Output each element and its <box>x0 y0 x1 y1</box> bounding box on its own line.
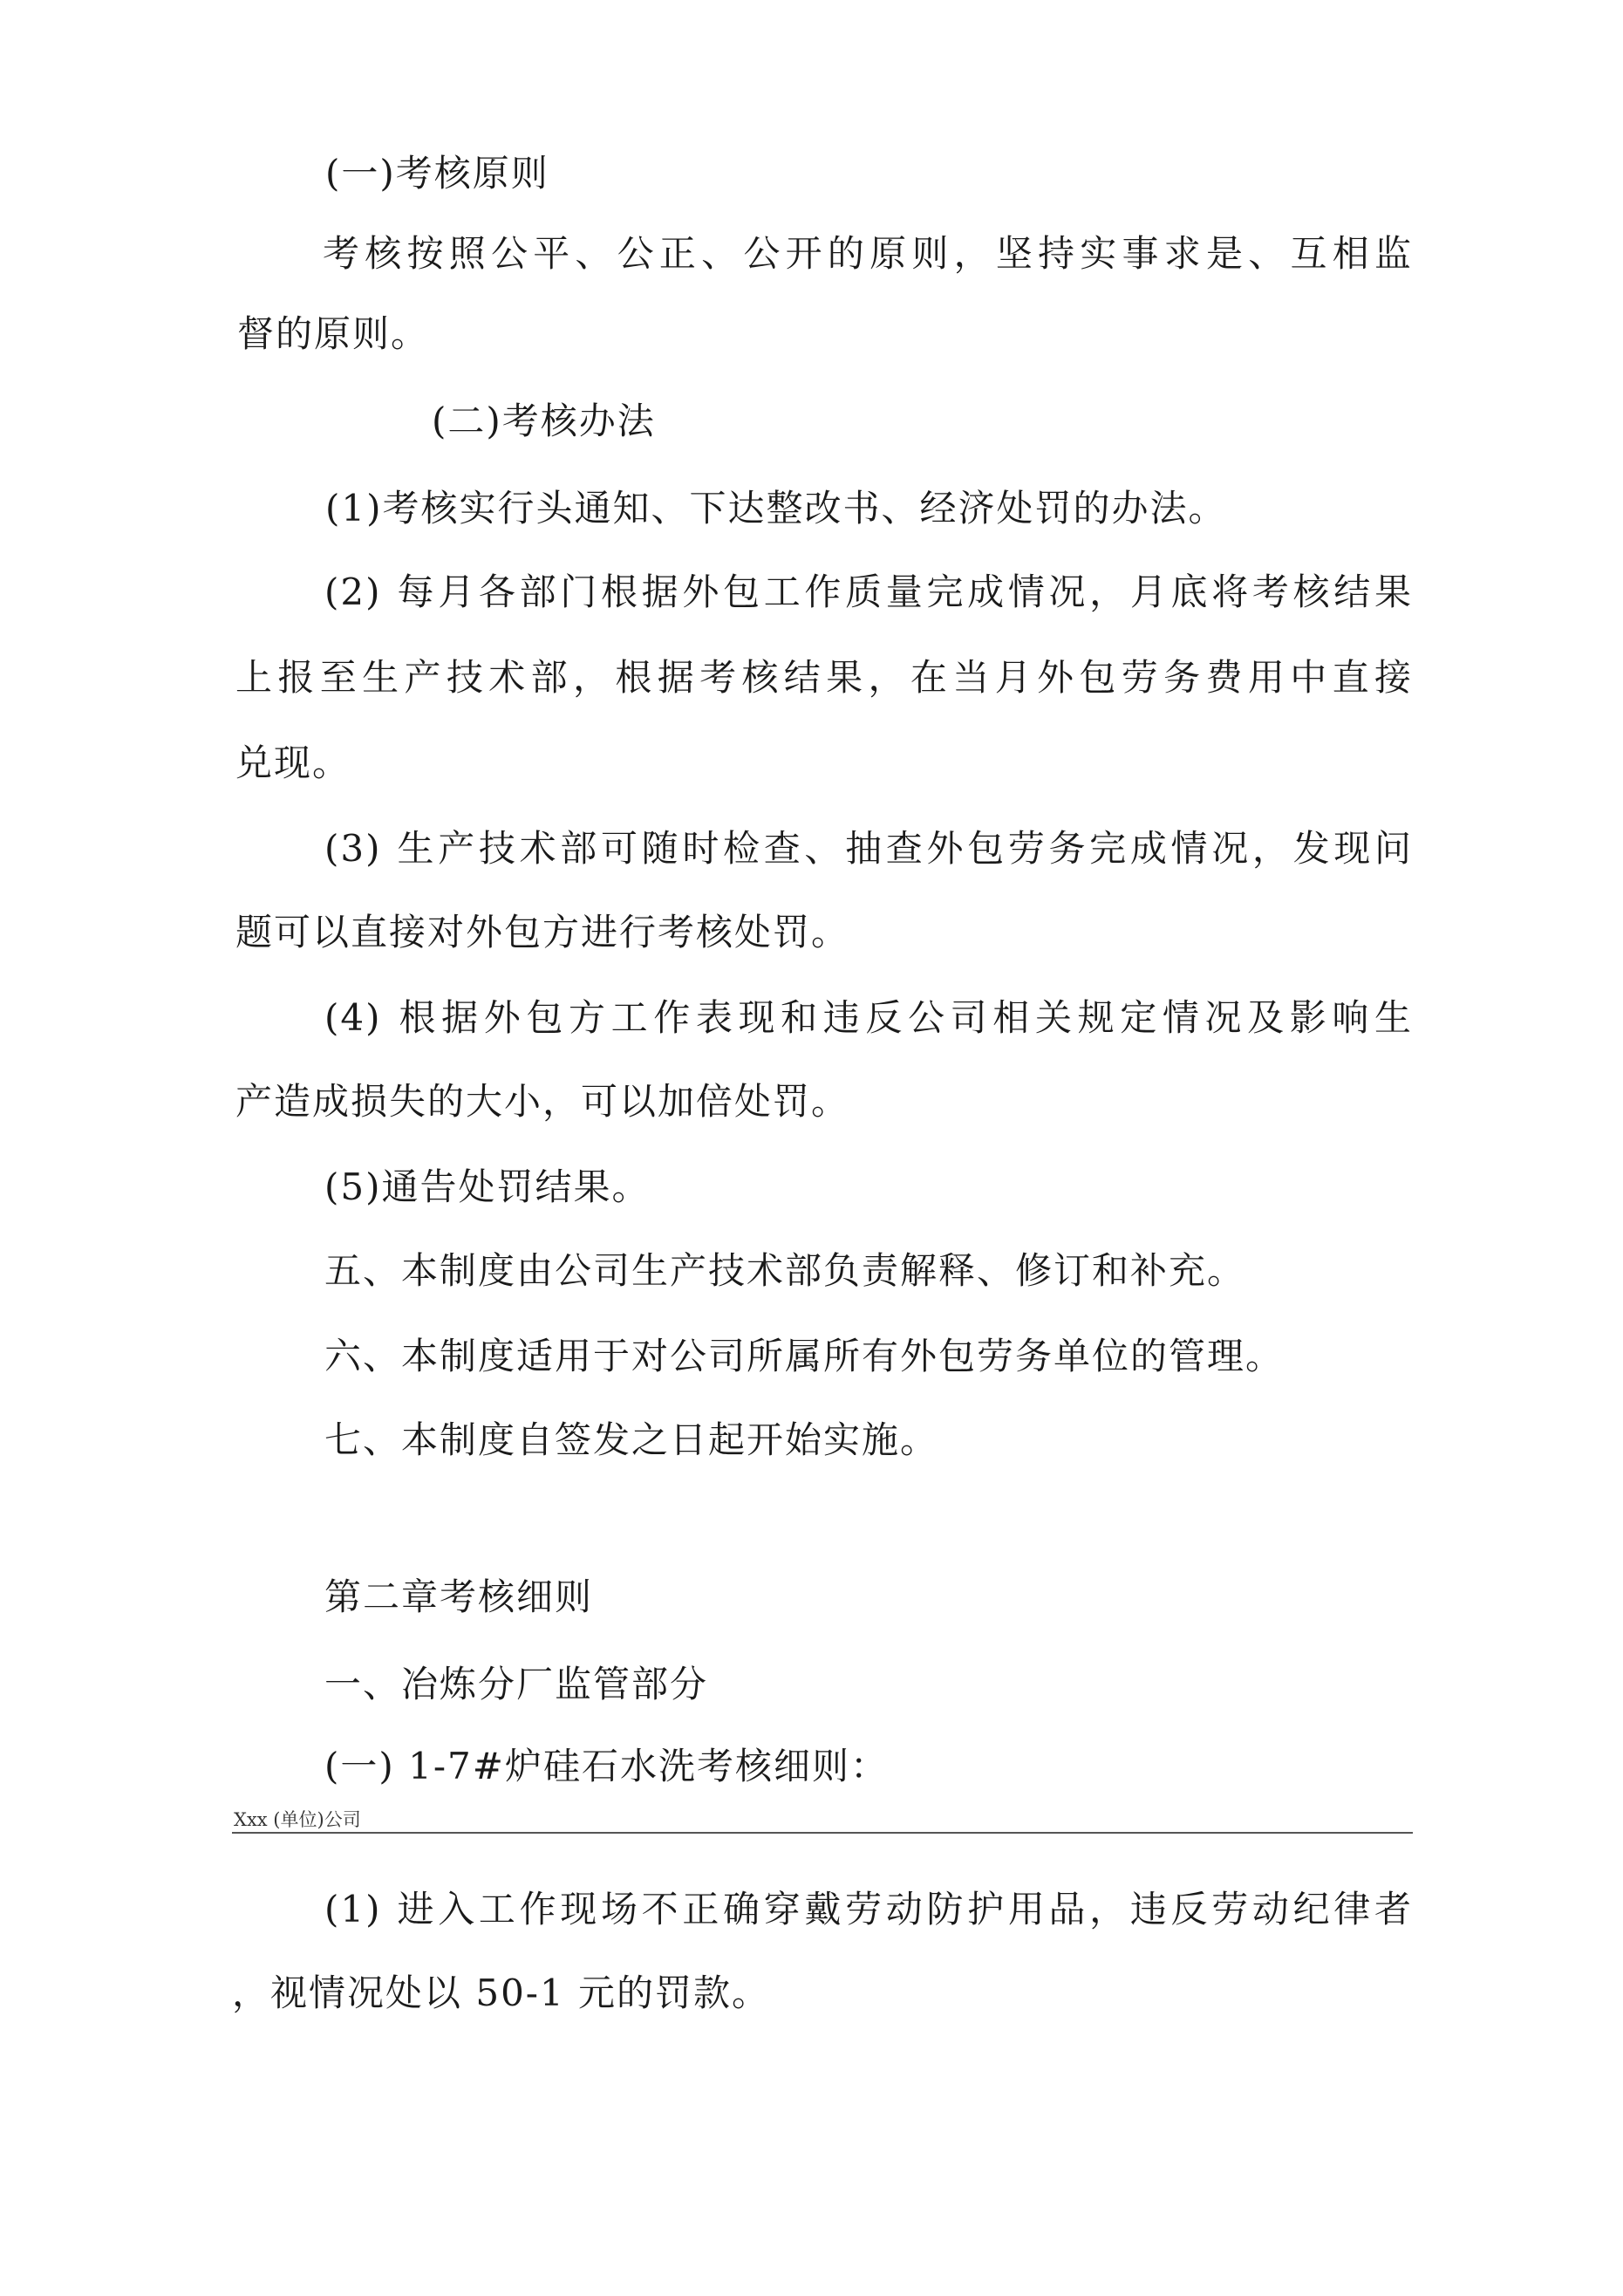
list-item: (5)通告处罚结果。 <box>324 1165 651 1208</box>
list-item: (1)考核实行头通知、下达整改书、经济处罚的办法。 <box>325 487 1227 530</box>
paragraph-line: ，视情况处以 50-1 元的罚款。 <box>232 1971 771 2014</box>
subsection-heading: (一) 1-7#炉硅石水洗考核细则： <box>324 1745 889 1787</box>
chapter-title: 第二章考核细则 <box>324 1575 594 1618</box>
paragraph-line: 兑现。 <box>235 741 351 784</box>
paragraph-line: 题可以直接对外包方进行考核处罚。 <box>235 911 850 953</box>
paragraph-line: 上报至生产技术部，根据考核结果，在当月外包劳务费用中直接 <box>235 656 1413 699</box>
article-seven: 七、本制度自签发之日起开始实施。 <box>324 1418 939 1461</box>
list-item: (1) 进入工作现场不正确穿戴劳动防护用品，违反劳动纪律者 <box>324 1888 1413 1930</box>
list-item: (4) 根据外包方工作表现和违反公司相关规定情况及影响生 <box>324 996 1413 1039</box>
section-heading-principle: (一)考核原则 <box>325 152 549 195</box>
paragraph-line: 产造成损失的大小，可以加倍处罚。 <box>235 1080 850 1123</box>
part-heading: 一、冶炼分厂监管部分 <box>324 1663 709 1705</box>
paragraph-line: 督的原则。 <box>237 312 430 355</box>
article-five: 五、本制度由公司生产技术部负责解释、修订和补充。 <box>324 1249 1246 1292</box>
list-item: (2) 每月各部门根据外包工作质量完成情况，月底将考核结果 <box>324 571 1413 613</box>
footer-company: Xxx (单位)公司 <box>234 1809 361 1830</box>
section-heading-method: (二)考核办法 <box>432 400 656 442</box>
paragraph-line: 考核按照公平、公正、公开的原则，坚持实事求是、互相监 <box>323 232 1413 275</box>
list-item: (3) 生产技术部可随时检查、抽查外包劳务完成情况，发现问 <box>324 827 1413 870</box>
article-six: 六、本制度适用于对公司所属所有外包劳务单位的管理。 <box>324 1335 1285 1377</box>
footer-divider <box>232 1832 1413 1834</box>
